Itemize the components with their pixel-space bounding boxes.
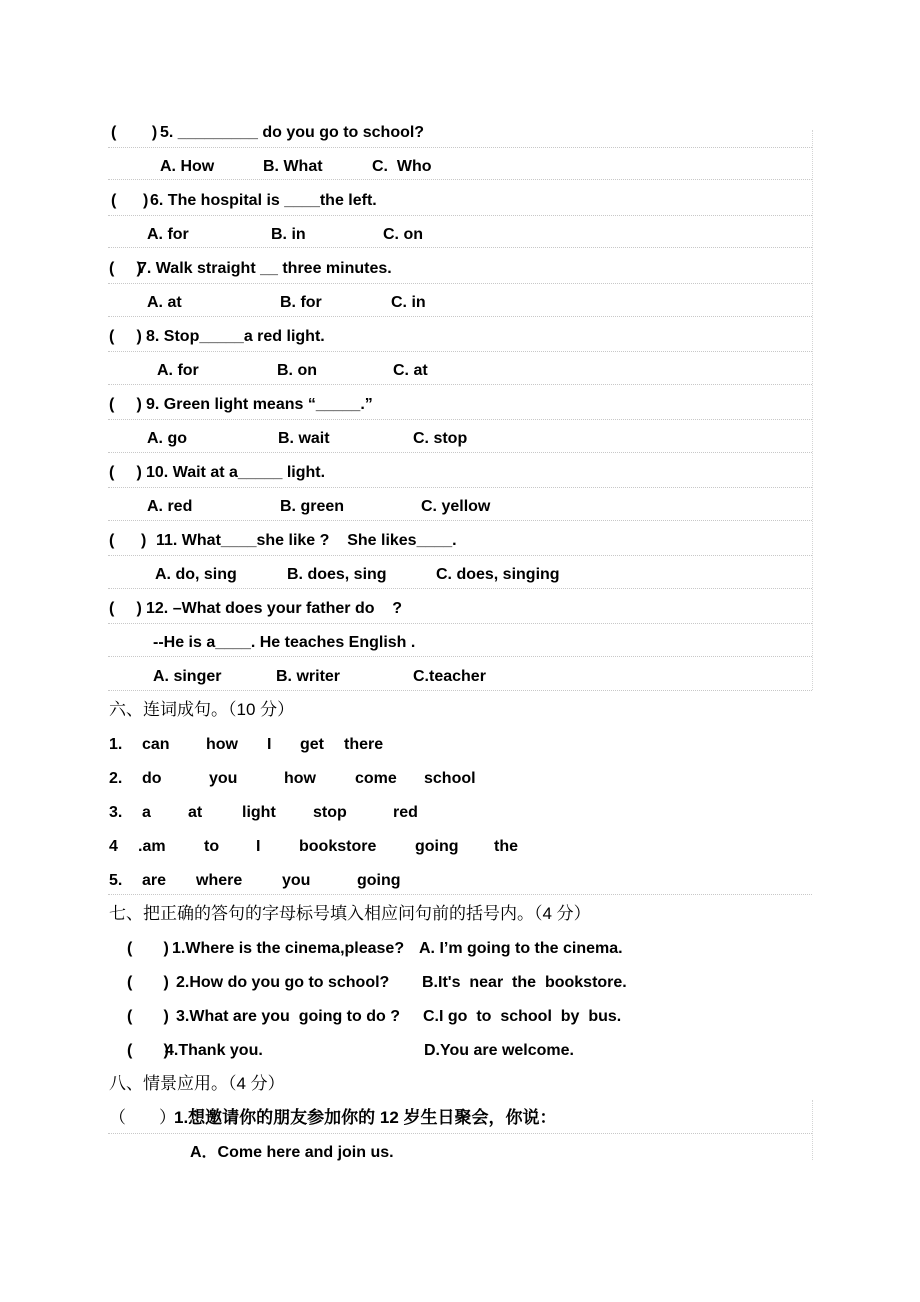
rule (108, 894, 812, 895)
question-10-option-c: C. yellow (421, 498, 491, 515)
question-7-paren[interactable]: ( ) (109, 260, 142, 277)
question-11-stem: 11. What____she like ? She likes____. (156, 532, 457, 549)
question-7-option-c: C. in (391, 294, 426, 311)
sentence-1-number: 1. (109, 736, 123, 753)
word: come (355, 770, 397, 787)
question-8-option-c: C. at (393, 362, 428, 379)
rule (108, 247, 812, 248)
section-6-heading: 六、连词成句。（10 分） (109, 700, 295, 719)
question-6-option-a: A. for (147, 226, 189, 243)
word: get (300, 736, 324, 753)
rule (108, 351, 812, 352)
word: do (142, 770, 162, 787)
word: at (188, 804, 203, 821)
word: you (282, 872, 311, 889)
rule (108, 555, 812, 556)
rule (812, 130, 813, 690)
question-7-option-a: A. at (147, 294, 182, 311)
rule (108, 179, 812, 180)
match-3-answer: C.I go to school by bus. (423, 1008, 622, 1025)
word: there (344, 736, 384, 753)
rule (108, 452, 812, 453)
word: are (142, 872, 167, 889)
scenario-1-option-a: A．Come here and join us. (190, 1144, 394, 1161)
question-12-option-c: C.teacher (413, 668, 486, 685)
sentence-3-number: 3. (109, 804, 123, 821)
word: how (206, 736, 238, 753)
sentence-5-number: 5. (109, 872, 123, 889)
question-12-option-b: B. writer (276, 668, 341, 685)
scenario-1-paren[interactable]: （ ） (109, 1108, 177, 1127)
sentence-4-number: 4 (109, 838, 118, 855)
match-4-question: 4.Thank you. (165, 1042, 263, 1059)
match-2-question: 2.How do you go to school? (176, 974, 390, 991)
question-10-option-b: B. green (280, 498, 345, 515)
word: I (256, 838, 261, 855)
question-8-stem: 8. Stop_____a red light. (146, 328, 325, 345)
match-3-question: 3.What are you going to do ? (176, 1008, 400, 1025)
question-9-option-a: A. go (147, 430, 187, 447)
rule (108, 487, 812, 488)
rule (108, 147, 812, 148)
question-9-option-c: C. stop (413, 430, 468, 447)
question-11-option-a: A. do, sing (155, 566, 237, 583)
question-6-option-c: C. on (383, 226, 423, 243)
word: bookstore (299, 838, 377, 855)
question-9-stem: 9. Green light means “_____.” (146, 396, 373, 413)
match-2-answer: B.It's near the bookstore. (422, 974, 627, 991)
word: you (209, 770, 238, 787)
question-7-stem: 7. Walk straight __ three minutes. (138, 260, 392, 277)
scenario-1-question: 1.想邀请你的朋友参加你的 12 岁生日聚会，你说： (174, 1108, 557, 1127)
rule (108, 215, 812, 216)
rule (108, 588, 812, 589)
question-5-option-a: A. How (160, 158, 215, 175)
rule (108, 1133, 812, 1134)
rule (108, 656, 812, 657)
question-10-option-a: A. red (147, 498, 193, 515)
question-5-option-c: C. Who (372, 158, 432, 175)
question-12-stem: 12. –What does your father do ? (146, 600, 403, 617)
section-8-heading: 八、情景应用。（4 分） (109, 1074, 285, 1093)
question-10-stem: 10. Wait at a_____ light. (146, 464, 326, 481)
match-1-answer: A. I’m going to the cinema. (419, 940, 623, 957)
word: light (242, 804, 276, 821)
question-7-option-b: B. for (280, 294, 322, 311)
question-9-paren[interactable]: ( ) (109, 396, 142, 413)
word: stop (313, 804, 347, 821)
rule (812, 1100, 813, 1160)
rule (108, 520, 812, 521)
word: how (284, 770, 316, 787)
word: a (142, 804, 151, 821)
word: can (142, 736, 170, 753)
question-5-option-b: B. What (263, 158, 323, 175)
word: school (424, 770, 476, 787)
question-6-stem: 6. The hospital is ____the left. (150, 192, 377, 209)
question-10-paren[interactable]: ( ) (109, 464, 142, 481)
rule (108, 384, 812, 385)
question-5-paren[interactable]: ( ) (111, 124, 158, 141)
word: .am (138, 838, 166, 855)
match-4-paren[interactable]: ( ) (127, 1042, 169, 1059)
match-3-paren[interactable]: ( ) (127, 1008, 169, 1025)
rule (108, 623, 812, 624)
match-2-paren[interactable]: ( ) (127, 974, 169, 991)
section-7-heading: 七、把正确的答句的字母标号填入相应问句前的括号内。（4 分） (109, 904, 591, 923)
rule (108, 316, 812, 317)
word: to (204, 838, 220, 855)
question-11-option-c: C. does, singing (436, 566, 560, 583)
word: where (196, 872, 243, 889)
question-9-option-b: B. wait (278, 430, 330, 447)
word: going (357, 872, 401, 889)
question-12-option-a: A. singer (153, 668, 222, 685)
question-8-option-a: A. for (157, 362, 199, 379)
question-12-stem-answer: --He is a____. He teaches English . (153, 634, 416, 651)
question-8-paren[interactable]: ( ) (109, 328, 142, 345)
question-6-paren[interactable]: ( ) (111, 192, 149, 209)
question-11-option-b: B. does, sing (287, 566, 387, 583)
question-8-option-b: B. on (277, 362, 317, 379)
question-5-stem: 5. _________ do you go to school? (160, 124, 425, 141)
sentence-2-number: 2. (109, 770, 123, 787)
word: the (494, 838, 518, 855)
rule (108, 419, 812, 420)
question-11-paren[interactable]: ( ) (109, 532, 147, 549)
question-6-option-b: B. in (271, 226, 306, 243)
word: I (267, 736, 272, 753)
question-12-paren[interactable]: ( ) (109, 600, 142, 617)
match-1-question: 1.Where is the cinema,please? (172, 940, 405, 957)
rule (108, 690, 812, 691)
match-1-paren[interactable]: ( ) (127, 940, 169, 957)
word: red (393, 804, 418, 821)
match-4-answer: D.You are welcome. (424, 1042, 574, 1059)
rule (108, 283, 812, 284)
word: going (415, 838, 459, 855)
